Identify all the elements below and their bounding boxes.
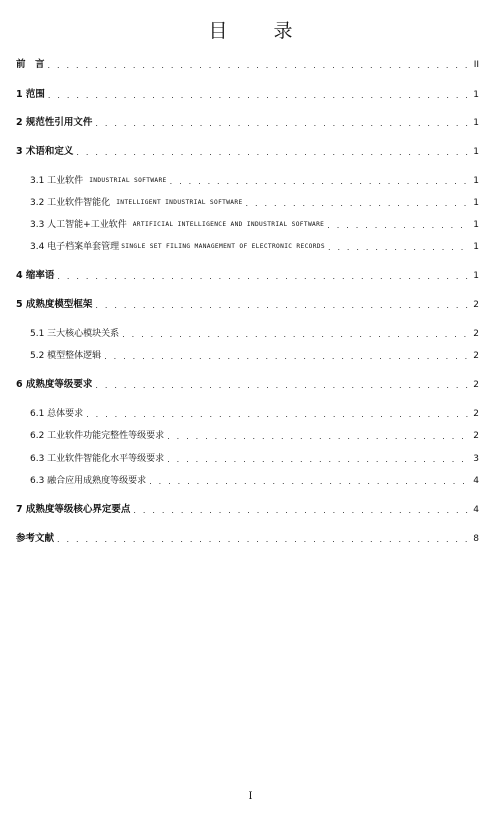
toc-entry-page: II [473,60,479,70]
toc-entry-label: 5.2 模型整体逻辑 [30,351,102,361]
toc-entry-3-4[interactable] [30,239,479,253]
dot-leader [246,199,471,209]
dot-leader [328,243,470,253]
toc-entry-page: 4 [473,505,479,515]
toc-entry-label: 6.1 总体要求 [30,409,84,419]
toc-entry-page: 8 [473,534,479,544]
toc-entry-label: 6 成熟度等级要求 [16,379,93,390]
toc-entry-level-requirements[interactable] [16,377,479,391]
toc-entry-label: 参考文献 [16,533,55,544]
dot-leader [48,91,470,101]
toc-entry-normative-references[interactable] [16,115,479,129]
toc-entry-3-3[interactable] [30,217,479,231]
toc-entry-label: 4 缩率语 [16,270,55,281]
dot-leader [95,381,470,391]
toc-entry-foreword[interactable] [16,57,479,71]
toc-entry-label: 6.2 工业软件功能完整性等级要求 [30,431,165,441]
toc-entry-page: 2 [473,380,479,390]
dot-leader [76,148,470,158]
dot-leader [48,61,471,71]
toc-entry-bibliography[interactable] [16,531,479,545]
toc-entry-label: 3.4 电子档案单套管理 [30,242,120,252]
dot-leader [57,272,470,282]
toc-entry-3-2[interactable] [30,195,479,209]
dot-leader [167,455,470,465]
dot-leader [86,410,470,420]
toc-entry-english: INDUSTRIAL SOFTWARE [89,177,167,184]
dot-leader [133,506,470,516]
dot-leader [95,301,470,311]
toc-entry-terms[interactable] [16,144,479,158]
toc-entry-english: INTELLIGENT INDUSTRIAL SOFTWARE [116,199,243,206]
toc-entry-english: ARTIFICIAL INTELLIGENCE AND INDUSTRIAL SOFTWARE [132,221,325,228]
toc-entry-5-2[interactable] [30,348,479,362]
toc-entry-page: 2 [473,431,479,441]
toc-entry-core-points[interactable] [16,502,479,516]
toc-entry-page: 2 [473,329,479,339]
toc-entry-label: 1 范围 [16,89,45,100]
toc-entry-page: 1 [473,220,479,230]
toc-entry-5-1[interactable] [30,326,479,340]
toc-entry-6-3[interactable] [30,451,479,465]
dot-leader [327,221,470,231]
dot-leader [104,352,470,362]
page-number-footer: I [248,791,253,802]
toc-entry-page: 1 [473,118,479,128]
toc-entry-page: 1 [473,90,479,100]
toc-entry-6-3-fusion[interactable] [30,473,479,487]
toc-entry-page: 1 [473,242,479,252]
dot-leader [149,477,470,487]
toc-entry-english: SINGLE SET FILING MANAGEMENT OF ELECTRONIC RECORDS [121,243,325,250]
toc-entry-page: 1 [473,147,479,157]
toc-entry-label: 3.2 工业软件智能化 [30,198,111,208]
toc-entry-abbreviations[interactable] [16,268,479,282]
dot-leader [57,535,470,545]
toc-entry-3-1[interactable] [30,173,479,187]
toc-title: 目 录 [208,20,313,42]
toc-entry-scope[interactable] [16,87,479,101]
dot-leader [167,432,470,442]
toc-entry-6-2[interactable] [30,428,479,442]
dot-leader [170,177,471,187]
toc-entry-label: 3 术语和定义 [16,146,74,157]
toc-entry-label: 2 规范性引用文件 [16,117,93,128]
toc-entry-label: 6.3 融合应用成熟度等级要求 [30,476,147,486]
toc-entry-page: 2 [473,351,479,361]
toc-entry-page: 2 [473,409,479,419]
toc-entry-label: 5 成熟度模型框架 [16,299,93,310]
toc-entry-label: 3.3 人工智能+工业软件 [30,220,127,230]
toc-entry-page: 1 [473,271,479,281]
toc-entry-page: 2 [473,300,479,310]
toc-entry-page: 1 [473,176,479,186]
toc-entry-label: 3.1 工业软件 [30,176,84,186]
toc-entry-label: 7 成熟度等级核心界定要点 [16,504,131,515]
toc-entry-page: 4 [473,476,479,486]
toc-entry-6-1[interactable] [30,406,479,420]
toc-entry-page: 1 [473,198,479,208]
toc-entry-label: 前 言 [16,59,45,70]
toc-entry-maturity-model[interactable] [16,297,479,311]
toc-entry-label: 6.3 工业软件智能化水平等级要求 [30,454,165,464]
toc-entry-label: 5.1 三大核心模块关系 [30,329,120,339]
toc-entry-page: 3 [473,454,479,464]
dot-leader [122,330,470,340]
dot-leader [95,119,470,129]
